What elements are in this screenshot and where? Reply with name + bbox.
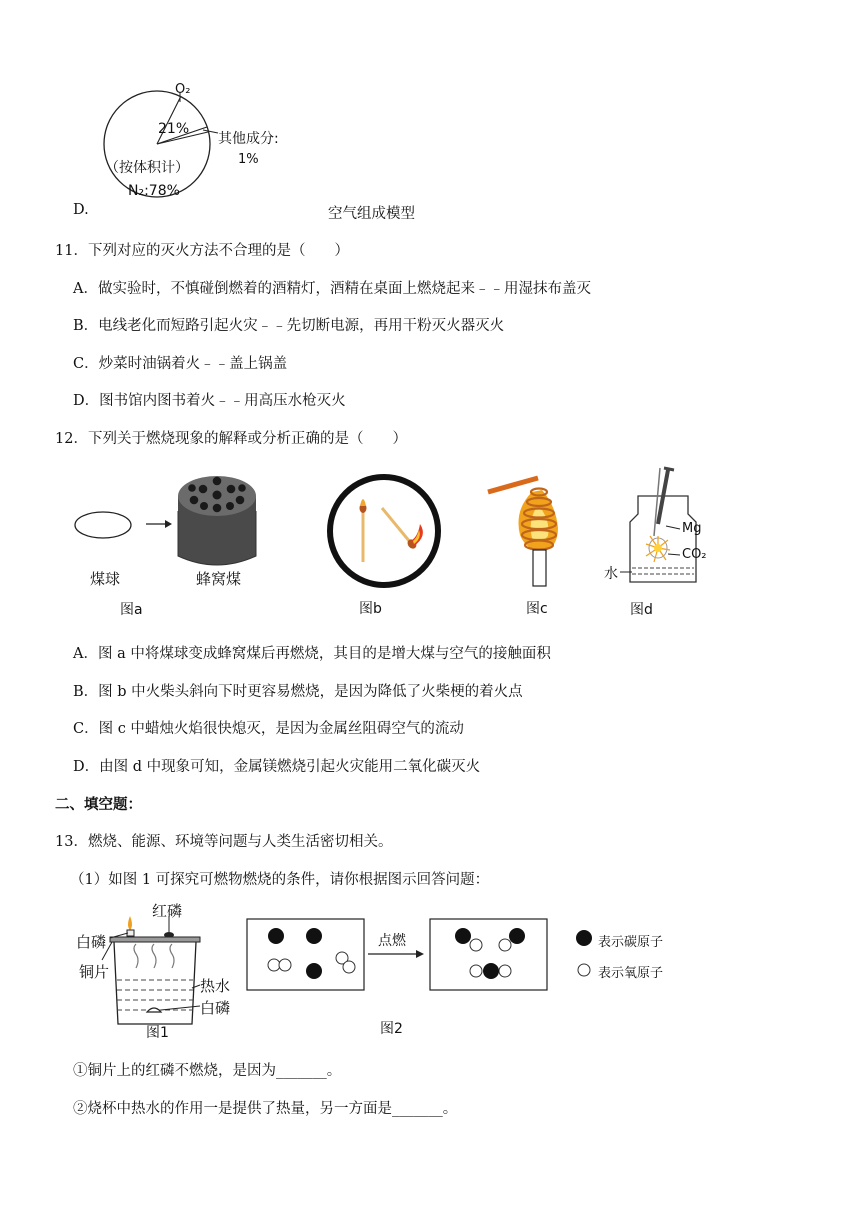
fig1-white-phosphorus-bottom-label: 白磷 — [200, 999, 231, 1017]
fig1-copper-label: 铜片 — [79, 963, 110, 981]
combustion-reaction-diagram — [246, 918, 676, 998]
q13-sub1: ①铜片上的红磷不燃烧，是因为_______。 — [73, 1063, 342, 1079]
fig-a-left-label: 煤球 — [90, 570, 121, 588]
q11-stem: 11．下列对应的灭火方法不合理的是（ ） — [55, 243, 349, 259]
q12-option-b: B．图 b 中火柴头斜向下时更容易燃烧，是因为降低了火柴梗的着火点 — [73, 684, 523, 700]
pie-by-volume: （按体积计） — [105, 160, 189, 176]
fig2-arrow-label: 点燃 — [378, 933, 406, 949]
figure-c — [486, 470, 576, 625]
air-composition-figure — [100, 84, 300, 204]
figure-1 — [70, 900, 250, 1048]
fig2-caption: 图2 — [380, 1021, 403, 1037]
figure-2 — [246, 918, 676, 1040]
fig-d-caption: 图d — [630, 602, 653, 618]
q12-option-a: A．图 a 中将煤球变成蜂窝煤后再燃烧，其目的是增大煤与空气的接触面积 — [73, 646, 551, 662]
fig1-white-phosphorus-top-label: 白磷 — [76, 933, 107, 951]
q12-option-c: C．图 c 中蜡烛火焰很快熄灭，是因为金属丝阻碍空气的流动 — [73, 721, 464, 737]
fig-d-mg-label: Mg — [682, 521, 702, 536]
fig1-hot-water-label: 热水 — [200, 977, 231, 995]
pie-n2-label: N₂:78% — [128, 183, 180, 199]
candle-coil-illustration — [486, 470, 576, 590]
q11-option-a: A．做实验时，不慎碰倒燃着的酒精灯，酒精在桌面上燃烧起来﹣﹣用湿抹布盖灭 — [73, 281, 591, 297]
fig-c-caption: 图c — [526, 601, 548, 617]
figure-d — [598, 466, 738, 626]
match-illustration — [326, 470, 446, 590]
fig1-caption: 图1 — [146, 1025, 169, 1041]
q13-part1: （1）如图 1 可探究可燃物燃烧的条件，请你根据图示回答问题： — [70, 872, 490, 888]
q11-option-b: B．电线老化而短路引起火灾﹣﹣先切断电源，再用干粉灭火器灭火 — [73, 318, 505, 334]
pie-other-percent: 1% — [238, 152, 259, 167]
q12-option-d: D．由图 d 中现象可知，金属镁燃烧引起火灾能用二氧化碳灭火 — [73, 759, 481, 775]
fig-a-caption: 图a — [120, 602, 143, 618]
q10-option-d-letter: D. — [73, 202, 89, 218]
figure-b — [326, 470, 446, 625]
section-heading: 二、填空题： — [55, 796, 142, 813]
fig1-red-phosphorus-label: 红磷 — [152, 902, 183, 920]
fig-a-right-label: 蜂窝煤 — [196, 570, 242, 588]
q13-sub2: ②烧杯中热水的作用一是提供了热量，另一方面是_______。 — [73, 1101, 458, 1117]
figure-a — [70, 466, 260, 626]
pie-other-label: 其他成分: — [218, 131, 279, 147]
pie-o2-percent: 21% — [158, 121, 190, 137]
q11-option-c: C．炒菜时油锅着火﹣﹣盖上锅盖 — [73, 356, 288, 372]
fig-d-co2-label: CO₂ — [682, 547, 707, 562]
magnesium-co2-illustration — [598, 466, 738, 586]
q12-stem: 12．下列关于燃烧现象的解释或分析正确的是（ ） — [55, 431, 407, 447]
fig-d-water-label: 水 — [604, 566, 618, 582]
fig-b-caption: 图b — [359, 601, 382, 617]
fig2-legend-carbon: 表示碳原子 — [598, 935, 664, 950]
fig2-legend-oxygen: 表示氧原子 — [598, 966, 664, 981]
q10-option-d-caption: 空气组成模型 — [328, 206, 415, 222]
q13-stem: 13．燃烧、能源、环境等问题与人类生活密切相关。 — [55, 834, 393, 850]
q11-option-d: D．图书馆内图书着火﹣﹣用高压水枪灭火 — [73, 393, 346, 409]
pie-o2-label: O₂ — [175, 82, 191, 97]
